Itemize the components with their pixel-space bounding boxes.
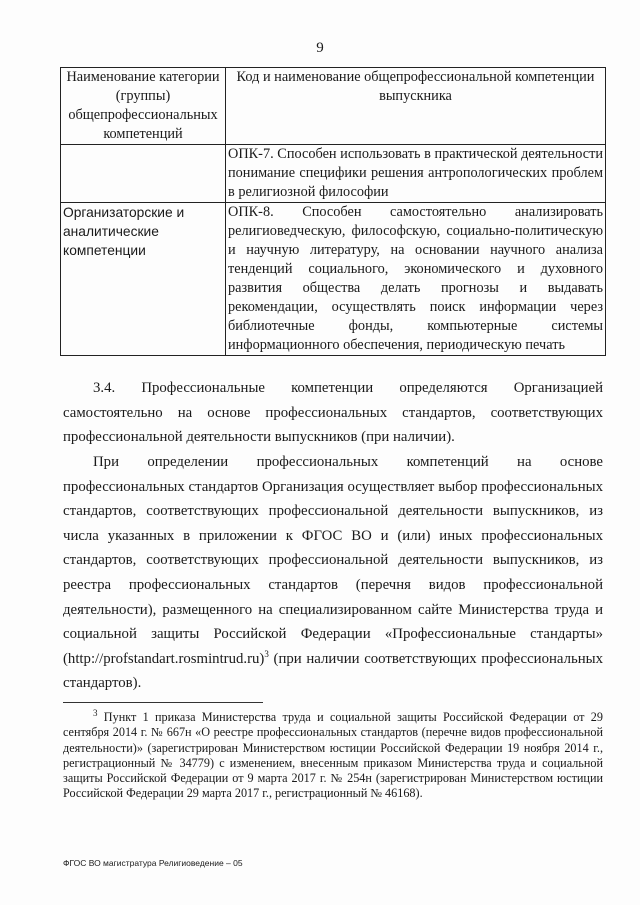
page-number: 9 xyxy=(316,40,324,56)
paragraph-professional-standards xyxy=(63,450,603,696)
footnote-marker: 3 xyxy=(93,707,98,718)
row-category xyxy=(61,145,226,203)
footnote-ref: 3 xyxy=(264,648,269,659)
row-competence-opk7: ОПК-7. Способен использовать в практической деятельности понимание специфики решения антропологических проблем в религиозной философии xyxy=(226,145,606,203)
table-header-row xyxy=(61,68,606,145)
table-row xyxy=(61,145,606,203)
table-row xyxy=(61,203,606,356)
page-footer: ФГОС ВО магистратура Религиоведение – 05 xyxy=(63,858,243,868)
footnote-text: Пункт 1 приказа Министерства труда и социальной защиты Российской Федерации от 29 сентября 2014 г. № 667н «О реестре профессиональных стандартов (перечне видов профессиональной деятельности)» (зарегистрирован Министерством юстиции Российской Федерации 19 ноября 2014 г., регистрационный № 34779) с изменением, внесенным приказом Министерства труда и социальной защиты Российской Федерации от 9 марта 2017 г. № 254н (зарегистрирован Министерством юстиции Российской Федерации 29 марта 2017 г., регистрационный № 46168). xyxy=(63,710,603,801)
header-category: Наименование категории (группы) общепрофессиональных компетенций xyxy=(61,68,226,145)
footnote-divider xyxy=(63,702,263,703)
row-competence-opk8: ОПК-8. Способен самостоятельно анализировать религиоведческую, философскую, социально-политическую и научную литературу, на основании научного анализа тенденций социального, экономического и духовного развития общества делать прогнозы и выдавать рекомендации, осуществлять поиск информации через библиотечные фонды, компьютерные системы информационного обеспечения, периодическую печать xyxy=(226,203,606,356)
paragraph-text-end: (при наличии соответствующих профессиональных стандартов). xyxy=(63,650,603,692)
row-category: Организаторские и аналитические компетенции xyxy=(61,203,226,356)
competencies-table xyxy=(60,67,606,356)
header-competence: Код и наименование общепрофессиональной компетенции выпускника xyxy=(226,68,606,145)
paragraph-text: При определении профессиональных компетенций на основе профессиональных стандартов Организация осуществляет выбор профессиональных стандартов, соответствующих профессиональной деятельности выпускников, из числа указанных в приложении к ФГОС ВО и (или) иных профессиональных стандартов, соответствующих профессиональной деятельности выпускников, из реестра профессиональных стандартов (перечня видов профессиональной деятельности), размещенного на специализированном сайте Министерства труда и социальной защиты Российской Федерации «Профессиональные стандарты» (http://profstandart.rosmintrud.ru) xyxy=(63,454,603,667)
footnote xyxy=(63,707,603,802)
paragraph-3-4: 3.4. Профессиональные компетенции определяются Организацией самостоятельно на основе профессиональных стандартов, соответствующих профессиональной деятельности выпускников (при наличии). xyxy=(63,380,603,446)
